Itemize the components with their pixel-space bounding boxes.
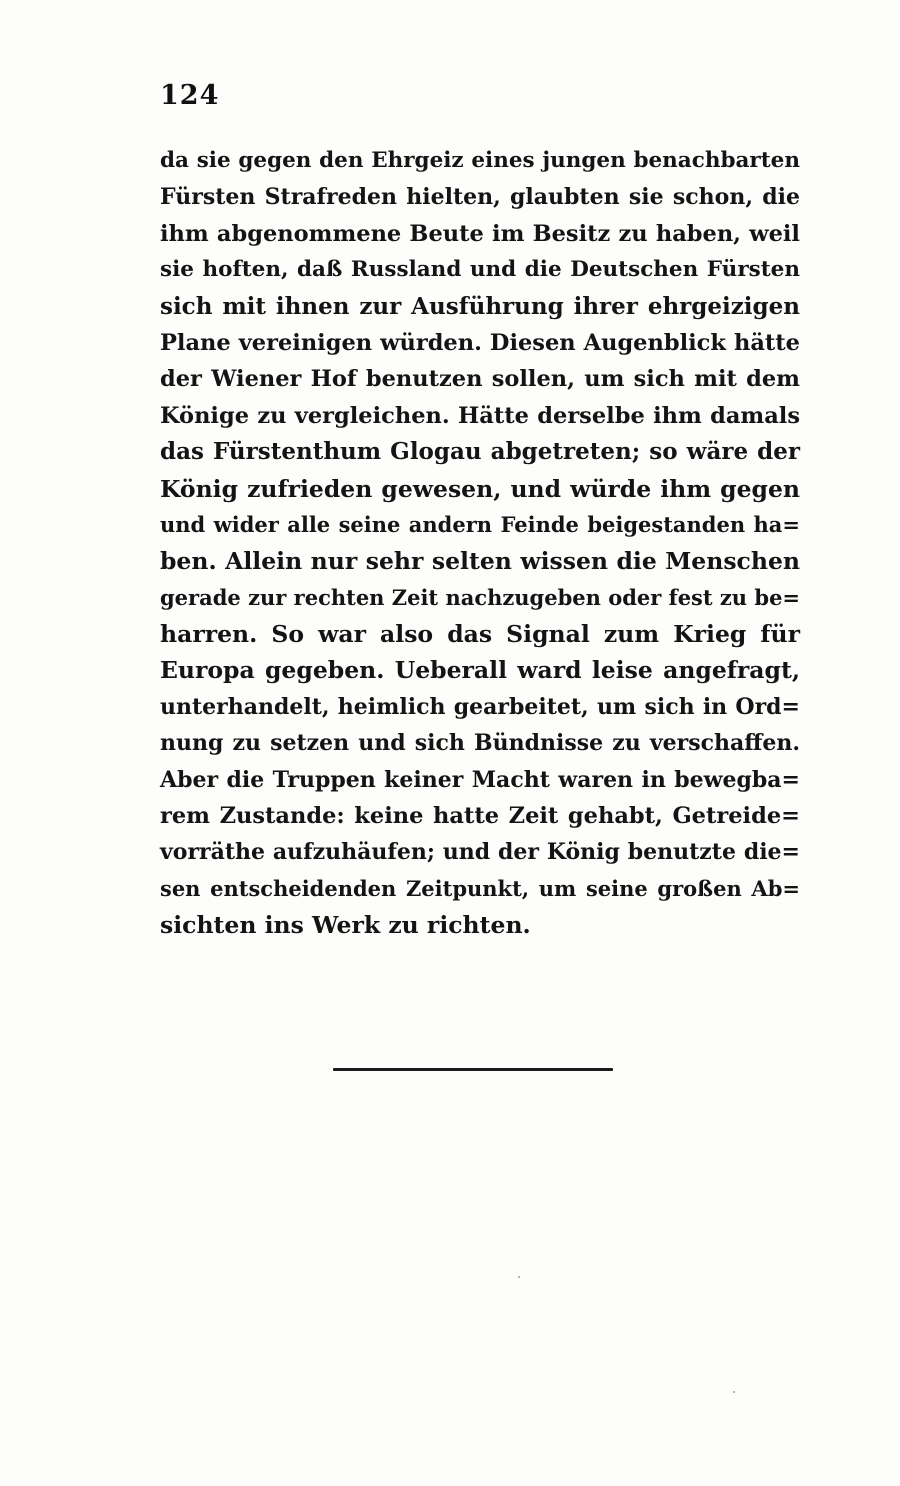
body-paragraph — [160, 143, 800, 944]
text-line: nung zu setzen und sich Bündnisse zu verschaffen. — [160, 730, 800, 757]
text-line: sich mit ihnen zur Ausführung ihrer ehrgeizigen — [160, 292, 800, 320]
text-line: Europa gegeben. Ueberall ward leise angefragt, — [160, 656, 800, 685]
text-line: Plane vereinigen würden. Diesen Augenblick hätte — [160, 329, 800, 356]
text-line: harren. So war also das Signal zum Krieg für — [160, 620, 800, 649]
text-line: rem Zustande: keine hatte Zeit gehabt, Getreide= — [160, 803, 800, 830]
text-line: da sie gegen den Ehrgeiz eines jungen benachbarten — [160, 148, 800, 173]
text-line: unterhandelt, heimlich gearbeitet, um sich in Ord= — [160, 693, 800, 720]
text-line: König zufrieden gewesen, und würde ihm gegen — [160, 474, 800, 503]
text-line: sen entscheidenden Zeitpunkt, um seine großen Ab= — [160, 875, 800, 901]
paper-speck — [518, 1276, 520, 1278]
text-line: Fürsten Strafreden hielten, glaubten sie schon, die — [160, 184, 800, 211]
text-line: und wider alle seine andern Feinde beigestanden ha= — [160, 511, 800, 537]
text-line: vorräthe aufzuhäufen; und der König benutzte die= — [160, 839, 800, 866]
text-line: Aber die Truppen keiner Macht waren in bewegba= — [160, 766, 800, 793]
paper-speck — [733, 1391, 735, 1393]
text-line: ben. Allein nur sehr selten wissen die Menschen — [160, 547, 800, 576]
text-line: Könige zu vergleichen. Hätte derselbe ihm damals — [160, 402, 800, 429]
page-number: 124 — [160, 80, 220, 111]
text-line: sichten ins Werk zu richten. — [160, 911, 531, 940]
text-line: das Fürstenthum Glogau abgetreten; so wäre der — [160, 438, 800, 466]
text-line: ihm abgenommene Beute im Besitz zu haben, weil — [160, 220, 800, 247]
text-line: gerade zur rechten Zeit nachzugeben oder fest zu be= — [160, 584, 801, 610]
text-line: der Wiener Hof benutzen sollen, um sich mit dem — [160, 366, 800, 393]
end-rule — [333, 1068, 613, 1071]
text-line: sie hoften, daß Russland und die Deutschen Fürsten — [160, 257, 800, 283]
